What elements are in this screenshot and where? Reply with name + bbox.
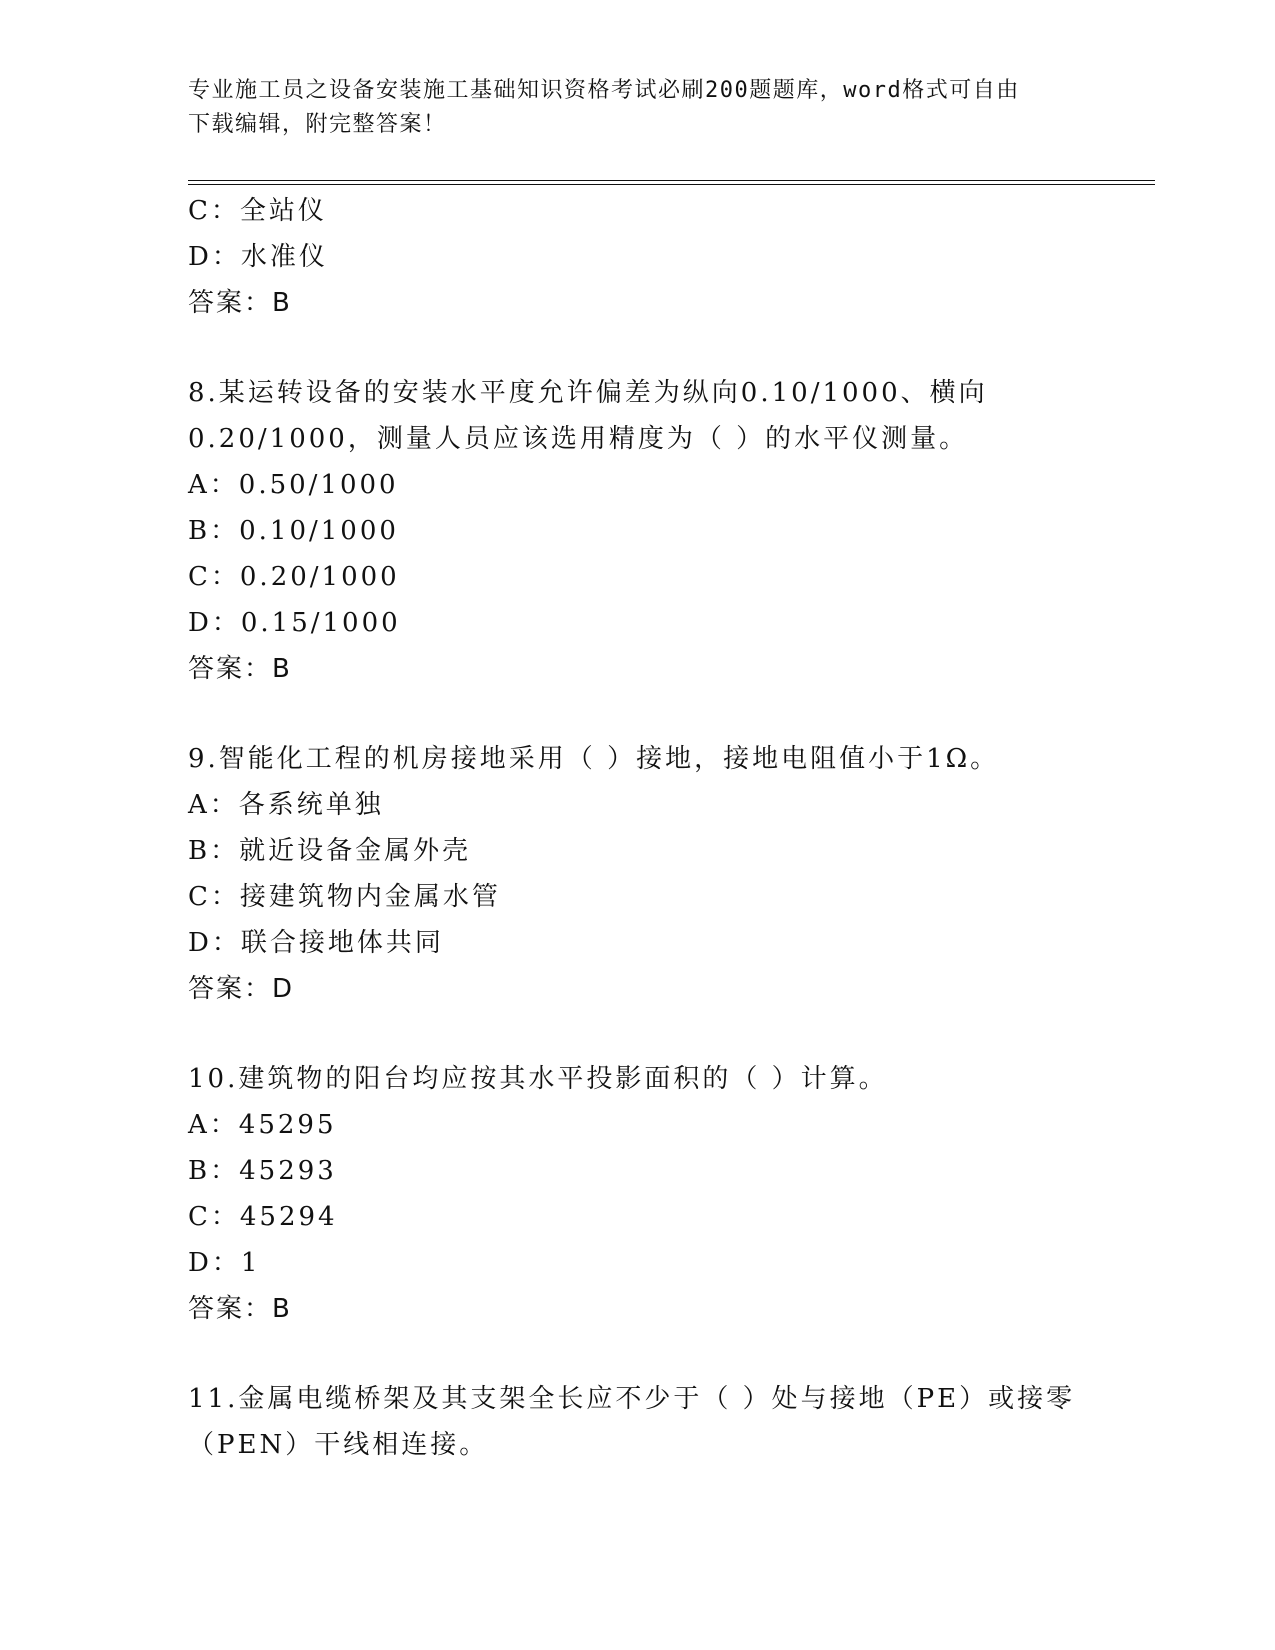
option-d: D：0.15/1000 [188,608,401,638]
option-b: B：45293 [188,1156,337,1186]
option-b: B：0.10/1000 [188,516,399,546]
option-a: A：0.50/1000 [188,470,399,500]
question-text: （PEN）干线相连接。 [188,1430,489,1460]
option-c: C：45294 [188,1202,338,1232]
answer-line: 答案：B [188,1294,292,1324]
document-header [188,74,1068,142]
answer-line: 答案：B [188,288,292,318]
question-9 [188,736,1148,1012]
question-text: 8.某运转设备的安装水平度允许偏差为纵向0.10/1000、横向 [188,378,988,408]
option-c: C：全站仪 [188,196,327,226]
header-divider-bottom [188,184,1155,185]
question-10 [188,1056,1148,1332]
question-text: 11.金属电缆桥架及其支架全长应不少于（ ）处与接地（PE）或接零 [188,1384,1076,1414]
document-body [188,188,1148,1468]
header-divider-top [188,180,1155,181]
question-text: 9.智能化工程的机房接地采用（ ）接地，接地电阻值小于1Ω。 [188,744,1000,774]
answer-line: 答案：D [188,974,295,1004]
question-text: 0.20/1000，测量人员应该选用精度为（ ）的水平仪测量。 [188,424,969,454]
option-c: C：接建筑物内金属水管 [188,882,501,912]
answer-line: 答案：B [188,654,292,684]
option-a: A：45295 [188,1110,337,1140]
question-8 [188,370,1148,692]
option-d: D：1 [188,1248,261,1278]
question-7-continued [188,188,1148,326]
header-line-2: 下载编辑，附完整答案！ [188,112,447,137]
question-11 [188,1376,1148,1468]
option-a: A：各系统单独 [188,790,384,820]
option-d: D：联合接地体共同 [188,928,444,958]
question-text: 10.建筑物的阳台均应按其水平投影面积的（ ）计算。 [188,1064,888,1094]
option-b: B：就近设备金属外壳 [188,836,472,866]
option-c: C：0.20/1000 [188,562,400,592]
option-d: D：水准仪 [188,242,328,272]
header-line-1: 专业施工员之设备安装施工基础知识资格考试必刷200题题库，word格式可自由 [188,78,1020,103]
